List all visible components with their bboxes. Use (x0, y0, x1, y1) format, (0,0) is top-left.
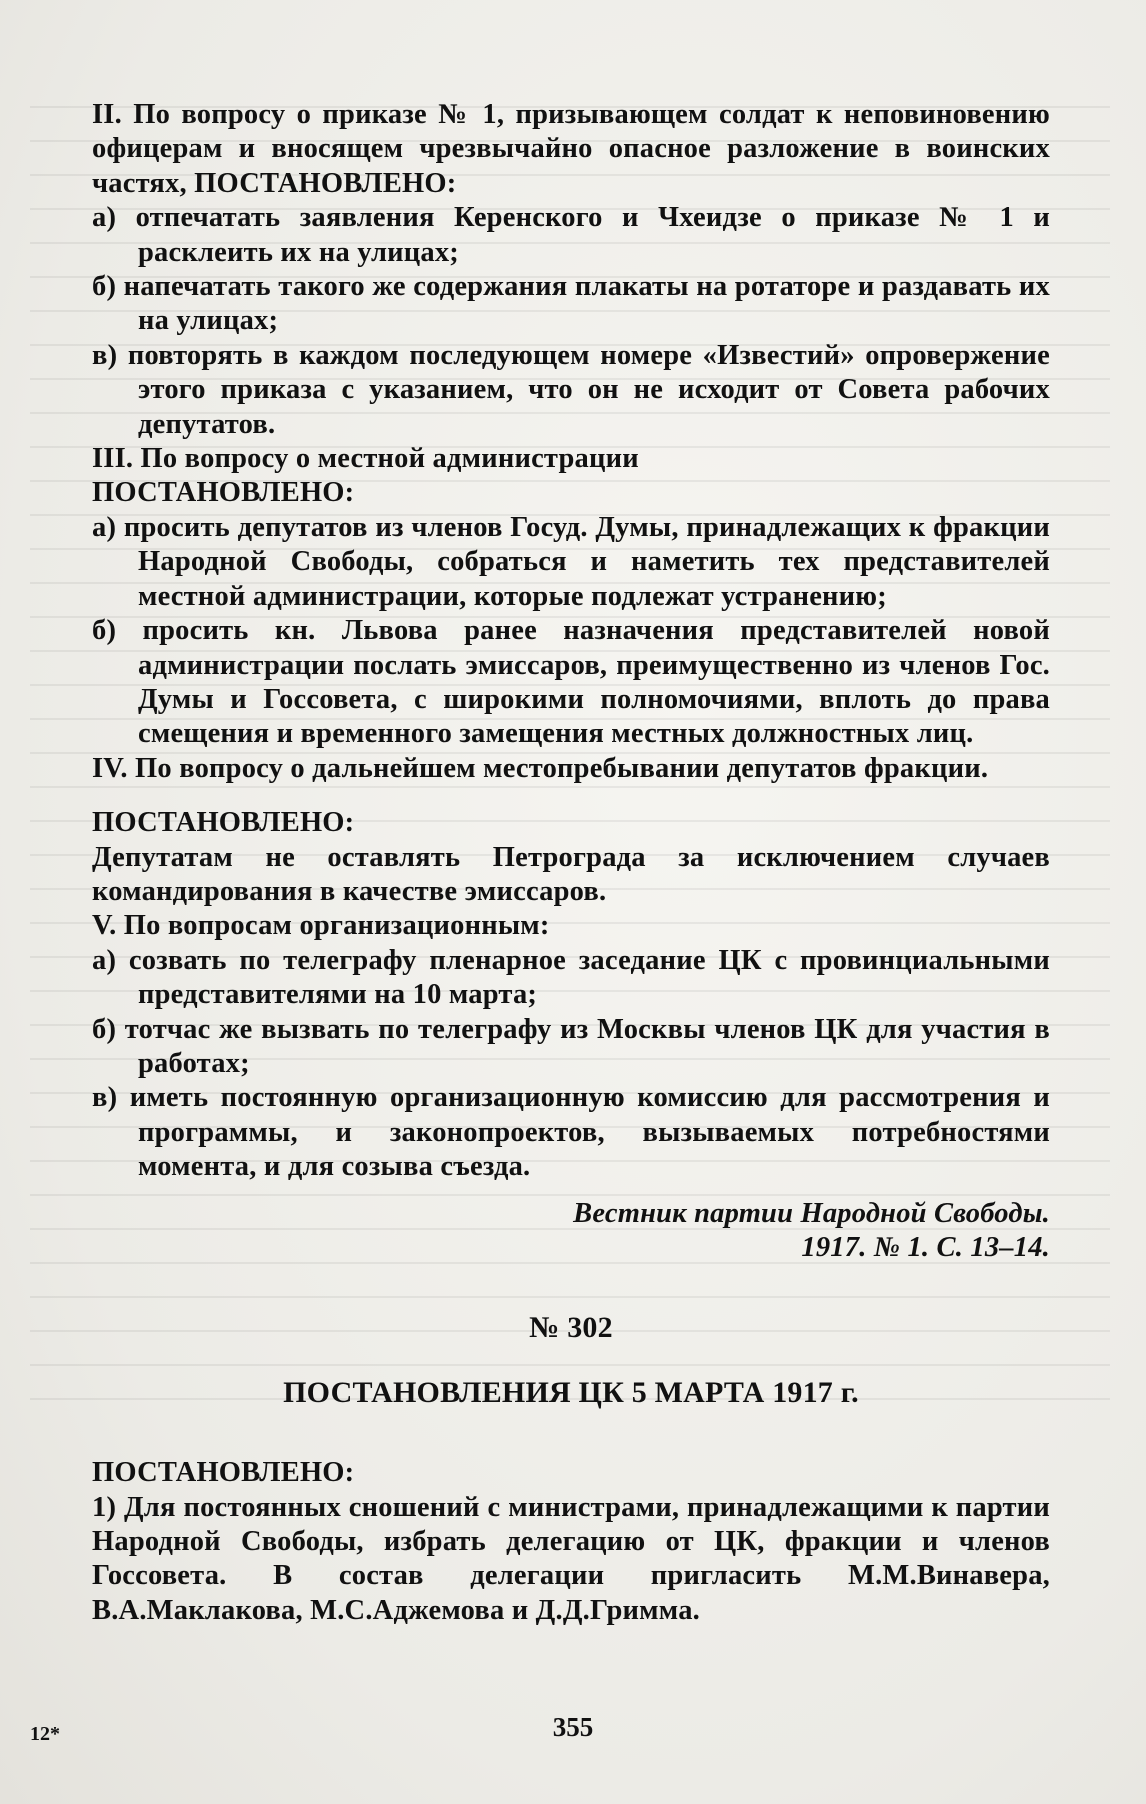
section-5-item-a: а) созвать по телеграфу пленарное заседание ЦК с провинциальными представителями на 10 марта; (92, 944, 1050, 1011)
section-3-resolved: ПОСТАНОВЛЕНО: (92, 477, 355, 509)
document-resolved: ПОСТАНОВЛЕНО: (92, 1457, 355, 1489)
section-3-item-a: а) просить депутатов из членов Госуд. Думы, принадлежащих к фракции Народной Свободы, собраться и наметить тех представителей местной администрации, которые подлежат устранению; (92, 511, 1050, 612)
section-4-heading: IV. По вопросу о дальнейшем местопребывании депутатов фракции. (92, 752, 989, 784)
section-5-item-b: б) тотчас же вызвать по телеграфу из Москвы членов ЦК для участия в работах; (92, 1013, 1050, 1079)
section-2-heading: II. По вопросу о приказе № 1, призывающем солдат к неповиновению офицерам и вносящем чрезвычайно опасное разложение в воинских частях, ПОСТАНОВЛЕНО: (92, 99, 1050, 199)
section-4-text: Депутатам не оставлять Петрограда за исключением случаев командирования в качестве эмиссаров. (92, 841, 1050, 907)
section-4-resolved: ПОСТАНОВЛЕНО: (92, 807, 355, 839)
section-3-item-b: б) просить кн. Львова ранее назначения представителей новой администрации послать эмиссаров, преимущественно из членов Гос. Думы и Госсовета, с широкими полномочиями, вплоть до права смещения и временного замещения местных должностных лиц. (92, 615, 1050, 750)
page-number: 355 (552, 1712, 594, 1742)
section-5-item-c: в) иметь постоянную организационную комиссию для рассмотрения и программы, и законопроектов, вызываемых потребностями момента, и для созыва съезда. (92, 1082, 1050, 1183)
document-number: № 302 (529, 1311, 613, 1345)
source-citation-journal: Вестник партии Народной Свободы. (573, 1197, 1050, 1229)
section-2-item-a: а) отпечатать заявления Керенского и Чхеидзе о приказе № 1 и расклеить их на улицах; (92, 202, 1050, 268)
document-title: ПОСТАНОВЛЕНИЯ ЦК 5 МАРТА 1917 г. (283, 1375, 859, 1409)
section-3-heading: III. По вопросу о местной администрации (92, 443, 639, 475)
section-2-item-b: б) напечатать такого же содержания плакаты на ротаторе и раздавать их на улицах; (92, 271, 1050, 337)
section-5-heading: V. По вопросам организационным: (92, 910, 550, 942)
section-2-item-c: в) повторять в каждом последующем номере «Известий» опровержение этого приказа с указанием, что он не исходит от Совета рабочих депутатов. (92, 339, 1050, 440)
source-citation-issue: 1917. № 1. С. 13–14. (801, 1232, 1050, 1263)
document-item-1: 1) Для постоянных сношений с министрами, принадлежащими к партии Народной Свободы, избрать делегацию от ЦК, фракции и членов Госсовета. В состав делегации пригласить М.М.Винавера, В.А.Маклакова, М.С.Аджемова и Д.Д.Гримма. (92, 1491, 1050, 1626)
text-column (92, 98, 1050, 1628)
signature-mark: 12* (30, 1723, 60, 1745)
